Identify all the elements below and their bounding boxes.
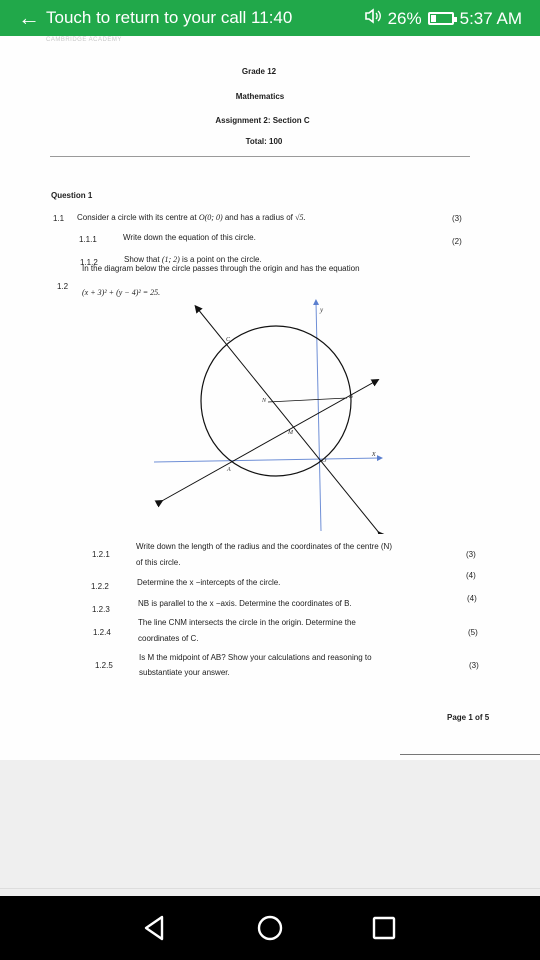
q-text: coordinates of C. bbox=[138, 634, 199, 643]
q-text: Consider a circle with its centre at O(0; 0) and has a radius of √5. bbox=[77, 213, 306, 222]
clock: 5:37 AM bbox=[459, 8, 522, 28]
arrow-left-icon[interactable]: ← bbox=[18, 5, 40, 30]
circle-diagram bbox=[140, 294, 400, 534]
label-O: O bbox=[322, 458, 327, 464]
q-text: Is M the midpoint of AB? Show your calculations and reasoning to bbox=[139, 653, 372, 662]
page-number: Page 1 of 5 bbox=[447, 713, 490, 722]
q-text: In the diagram below the circle passes through the origin and has the equation bbox=[82, 264, 360, 273]
q-text: Determine the x −intercepts of the circle. bbox=[137, 578, 281, 587]
label-B: B bbox=[349, 394, 353, 400]
y-axis bbox=[316, 302, 321, 531]
q-text: Write down the length of the radius and the coordinates of the centre (N) bbox=[136, 542, 392, 551]
speaker-icon bbox=[364, 8, 382, 29]
label-N: N bbox=[262, 398, 267, 404]
square-recents-icon[interactable] bbox=[368, 912, 400, 944]
line-AB bbox=[160, 381, 376, 502]
marks: (4) bbox=[467, 594, 477, 603]
q-equation: (x + 3)² + (y − 4)² = 25. bbox=[82, 288, 161, 297]
marks: (4) bbox=[466, 571, 476, 580]
header-rule bbox=[50, 156, 470, 157]
battery-icon bbox=[428, 12, 454, 25]
circle bbox=[201, 326, 351, 476]
q-text: Show that (1; 2) is a point on the circle. bbox=[124, 255, 262, 264]
q-number: 1.1.1 bbox=[79, 235, 97, 244]
assignment-title: Assignment 2: Section C bbox=[215, 116, 310, 125]
divider bbox=[0, 888, 540, 889]
label-x: x bbox=[372, 449, 376, 458]
label-M: M bbox=[288, 430, 293, 436]
triangle-back-icon[interactable] bbox=[138, 912, 170, 944]
return-to-call-text[interactable]: Touch to return to your call 11:40 bbox=[46, 8, 293, 27]
q-text: NB is parallel to the x −axis. Determine the coordinates of B. bbox=[138, 599, 352, 608]
q-text: substantiate your answer. bbox=[139, 668, 230, 677]
marks: (3) bbox=[452, 214, 462, 223]
q-text: Write down the equation of this circle. bbox=[123, 233, 256, 242]
marks: (5) bbox=[468, 628, 478, 637]
x-axis bbox=[154, 458, 380, 462]
label-C: C bbox=[226, 337, 231, 343]
label-y: y bbox=[320, 306, 324, 314]
assignment-page bbox=[0, 36, 540, 760]
line-CNM bbox=[197, 308, 380, 534]
label-A: A bbox=[227, 467, 231, 473]
marks: (3) bbox=[469, 661, 479, 670]
q-text: of this circle. bbox=[136, 558, 181, 567]
grade-title: Grade 12 bbox=[241, 67, 277, 76]
battery-percent: 26% bbox=[387, 8, 422, 28]
segment-NB bbox=[268, 398, 347, 402]
q-number: 1.1 bbox=[53, 214, 65, 223]
q-number: 1.2.2 bbox=[91, 582, 109, 591]
status-icons bbox=[364, 8, 522, 29]
return-to-call-bar[interactable] bbox=[0, 0, 540, 36]
school-watermark: CAMBRIDGE ACADEMY bbox=[46, 37, 122, 43]
q-number: 1.2.1 bbox=[92, 550, 110, 559]
page-edge-line bbox=[400, 754, 540, 755]
q-number: 1.2.4 bbox=[93, 628, 111, 637]
subject-title: Mathematics bbox=[235, 92, 285, 101]
q-number: 1.2.3 bbox=[92, 605, 110, 614]
marks: (2) bbox=[452, 237, 462, 246]
circle-home-icon[interactable] bbox=[254, 912, 286, 944]
q-number: 1.2 bbox=[57, 282, 69, 291]
q-number: 1.1.2 bbox=[80, 258, 98, 267]
q-number: 1.2.5 bbox=[95, 661, 113, 670]
marks: (3) bbox=[466, 550, 476, 559]
question-heading: Question 1 bbox=[51, 191, 93, 200]
total-marks: Total: 100 bbox=[245, 137, 283, 146]
q-text: The line CNM intersects the circle in the origin. Determine the bbox=[138, 618, 356, 627]
navigation-bar bbox=[0, 896, 540, 960]
